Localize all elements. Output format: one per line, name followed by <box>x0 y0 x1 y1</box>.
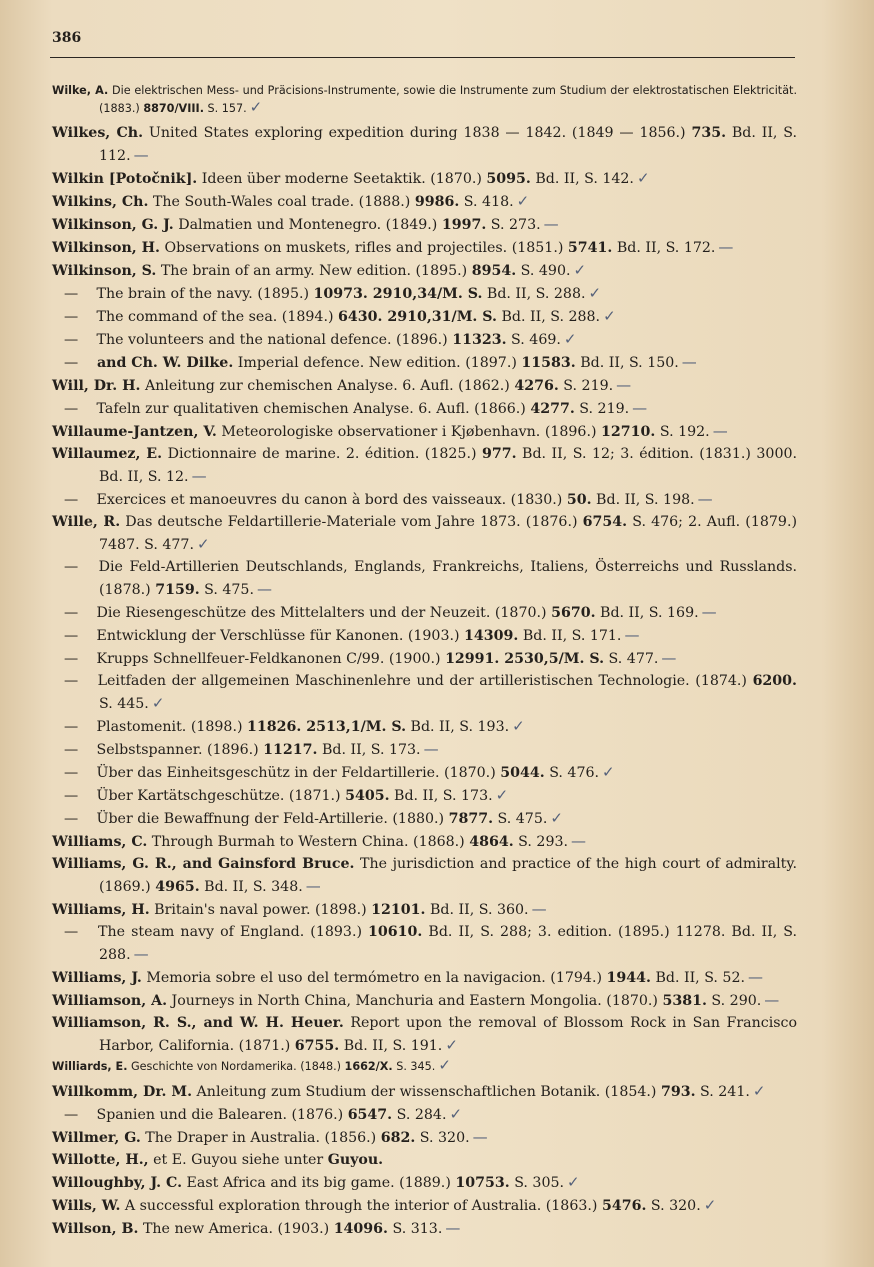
entry-reference: S. 490. <box>516 263 571 279</box>
entry-catalog-number: 10610. <box>368 924 423 940</box>
entry-title: Spanien und die Balearen. (1876.) <box>92 1107 348 1123</box>
entry-reference: S. 313. <box>388 1221 443 1237</box>
ditto-dash: — <box>64 765 79 781</box>
entry-catalog-number: 5095. <box>486 171 531 187</box>
entry-reference: Bd. II, S. 112. <box>99 125 798 164</box>
index-entry <box>64 601 797 624</box>
index-entry <box>52 82 797 117</box>
entry-title: Selbstspanner. (1896.) <box>92 742 264 758</box>
entry-catalog-number: 50. <box>566 492 592 508</box>
entry-author: Wille, R. <box>52 514 121 530</box>
index-entry <box>52 511 797 556</box>
index-entry <box>52 966 797 989</box>
handwritten-dash-icon: — <box>624 626 640 644</box>
entry-author: Wilke, A. <box>52 84 109 97</box>
entry-author: Will, Dr. H. <box>52 378 141 394</box>
index-entry <box>52 213 797 236</box>
handwritten-dash-icon: — <box>191 467 207 485</box>
ditto-dash: — <box>64 673 79 689</box>
index-entry <box>52 1126 797 1149</box>
handwritten-check-icon: ✓ <box>445 1036 458 1054</box>
index-entry <box>52 236 797 259</box>
entry-author: Willson, B. <box>52 1221 139 1237</box>
entry-reference: Bd. II, S. 150. <box>575 355 679 371</box>
index-entry <box>52 1194 797 1217</box>
index-entry <box>64 761 797 784</box>
entry-reference: Bd. II, S. 193. <box>406 719 510 735</box>
handwritten-check-icon: ✓ <box>603 307 616 325</box>
index-entry <box>52 1080 797 1103</box>
entry-author: Wills, W. <box>52 1198 121 1214</box>
entry-catalog-number: 5405. <box>345 788 390 804</box>
entry-title: Entwicklung der Verschlüsse für Kanonen. (1903.) <box>92 628 465 644</box>
index-entry <box>52 1012 798 1057</box>
entry-title: The steam navy of England. (1893.) <box>92 924 369 940</box>
entry-catalog-number: 8954. <box>471 263 517 279</box>
index-entry <box>52 374 797 397</box>
entry-title: Exercices et manoeuvres du canon à bord des vaisseaux. (1830.) <box>92 492 567 508</box>
index-entry <box>52 122 798 167</box>
index-entry <box>52 1171 797 1194</box>
handwritten-dash-icon: — <box>543 215 559 233</box>
entry-title: et E. Guyou siehe unter <box>148 1152 328 1168</box>
ditto-dash: — <box>64 742 79 758</box>
entry-catalog-number: 11826. 2513,1/M. S. <box>247 719 407 735</box>
entry-catalog-number: 10973. 2910,34/M. S. <box>313 286 483 302</box>
index-entry <box>64 624 797 647</box>
entry-reference: S. 469. <box>506 332 561 348</box>
handwritten-dash-icon: — <box>305 877 321 895</box>
entry-reference: S. 418. <box>459 194 514 210</box>
entry-catalog-number: 12710. <box>601 424 656 440</box>
entry-reference: S. 241. <box>695 1084 750 1100</box>
entry-reference: S. 293. <box>513 834 569 850</box>
handwritten-check-icon: ✓ <box>636 169 650 187</box>
entry-reference: Bd. II, S. 172. <box>612 240 716 256</box>
entry-reference: Bd. II, S. 288. <box>496 309 601 325</box>
index-entry <box>52 259 797 282</box>
entry-catalog-number: 11323. <box>452 332 507 348</box>
index-entry <box>64 670 797 715</box>
entry-title: Plastomenit. (1898.) <box>92 719 248 735</box>
handwritten-check-icon: ✓ <box>588 284 602 302</box>
handwritten-check-icon: ✓ <box>573 261 587 279</box>
entry-author: Williams, C. <box>52 834 148 850</box>
handwritten-dash-icon: — <box>616 376 632 394</box>
index-entry <box>64 351 797 374</box>
index-entry <box>52 989 797 1012</box>
entry-author: Wilkinson, G. J. <box>52 217 174 233</box>
entry-reference: Bd. II, S. 142. <box>530 171 634 187</box>
entry-title: The command of the sea. (1894.) <box>92 309 338 325</box>
entry-reference: S. 475. <box>199 582 254 598</box>
index-entry <box>64 556 797 601</box>
entry-catalog-number: Guyou. <box>327 1152 384 1168</box>
entry-title: Dalmatien und Montenegro. (1849.) <box>173 217 442 233</box>
entry-catalog-number: 1944. <box>606 970 651 986</box>
entry-reference: S. 476. <box>544 765 600 781</box>
entry-catalog-number: 682. <box>380 1130 416 1146</box>
ditto-dash: — <box>64 309 79 325</box>
ditto-dash: — <box>64 719 79 735</box>
entry-catalog-number: 9986. <box>414 194 460 210</box>
index-entry <box>52 853 797 898</box>
entry-catalog-number: 793. <box>660 1084 696 1100</box>
entry-catalog-number: 6547. <box>347 1107 393 1123</box>
index-entry <box>52 190 797 213</box>
entry-reference: S. 476; 2. Aufl. (1879.) 7487. S. 477. <box>99 514 797 553</box>
entry-reference: S. 290. <box>706 993 762 1009</box>
entry-reference: S. 320. <box>646 1198 701 1214</box>
ditto-dash: — <box>64 811 79 827</box>
entry-author: Willaume-Jantzen, V. <box>52 424 217 440</box>
entry-catalog-number: 735. <box>691 125 727 141</box>
ditto-dash: — <box>64 628 79 644</box>
index-entry <box>52 830 797 853</box>
ditto-dash: — <box>64 788 79 804</box>
handwritten-check-icon: ✓ <box>516 192 530 210</box>
entry-title: East Africa and its big game. (1889.) <box>182 1175 456 1191</box>
handwritten-check-icon: ✓ <box>495 786 509 804</box>
entry-title: Über Kartätschgeschütze. (1871.) <box>92 788 346 804</box>
handwritten-check-icon: ✓ <box>196 535 210 553</box>
handwritten-dash-icon: — <box>681 353 697 371</box>
entry-reference: S. 284. <box>392 1107 447 1123</box>
entry-title: Das deutsche Feldartillerie-Materiale vom Jahre 1873. (1876.) <box>120 514 583 530</box>
entry-title: Through Burmah to Western China. (1868.) <box>147 834 470 850</box>
handwritten-dash-icon: — <box>445 1219 461 1237</box>
entry-title: Über das Einheitsgeschütz in der Feldartillerie. (1870.) <box>92 765 501 781</box>
entry-reference: S. 219. <box>574 401 630 417</box>
index-entries <box>52 82 797 1240</box>
entry-reference: S. 320. <box>415 1130 470 1146</box>
handwritten-dash-icon: — <box>701 603 717 621</box>
handwritten-check-icon: ✓ <box>151 694 165 712</box>
entry-reference: S. 475. <box>493 811 548 827</box>
entry-title: A successful exploration through the interior of Australia. (1863.) <box>120 1198 602 1214</box>
index-entry <box>64 328 797 351</box>
entry-author: Willkomm, Dr. M. <box>52 1084 193 1100</box>
entry-author: Williams, J. <box>52 970 142 986</box>
handwritten-check-icon: ✓ <box>703 1196 717 1214</box>
entry-author: Willoughby, J. C. <box>52 1175 183 1191</box>
entry-catalog-number: 12101. <box>371 902 426 918</box>
handwritten-dash-icon: — <box>472 1128 488 1146</box>
entry-catalog-number: 977. <box>481 446 517 462</box>
handwritten-dash-icon: — <box>133 945 149 963</box>
entry-author: Williams, G. R., and Gainsford Bruce. <box>52 856 355 872</box>
handwritten-check-icon: ✓ <box>449 1105 463 1123</box>
entry-catalog-number: 5044. <box>500 765 545 781</box>
entry-catalog-number: 14096. <box>333 1221 388 1237</box>
ditto-dash: — <box>64 1107 79 1123</box>
entry-author: and Ch. W. Dilke. <box>92 355 234 371</box>
entry-title: The new America. (1903.) <box>138 1221 334 1237</box>
entry-catalog-number: 5381. <box>662 993 707 1009</box>
handwritten-check-icon: ✓ <box>567 1173 580 1191</box>
handwritten-check-icon: ✓ <box>438 1056 451 1074</box>
entry-title: Geschichte von Nordamerika. (1848.) <box>127 1060 345 1073</box>
entry-title: Britain's naval power. (1898.) <box>149 902 372 918</box>
entry-catalog-number: 4277. <box>530 401 575 417</box>
entry-title: Tafeln zur qualitativen chemischen Analyse. 6. Aufl. (1866.) <box>92 401 531 417</box>
entry-catalog-number: 1662/X. <box>344 1060 393 1073</box>
index-entry <box>52 1217 797 1240</box>
entry-reference: S. 345. <box>392 1060 436 1073</box>
entry-catalog-number: 10753. <box>455 1175 510 1191</box>
entry-author: Willmer, G. <box>52 1130 141 1146</box>
index-entry <box>64 1103 797 1126</box>
entry-reference: Bd. II, S. 52. <box>650 970 745 986</box>
handwritten-check-icon: ✓ <box>512 717 525 735</box>
entry-title: Imperial defence. New edition. (1897.) <box>233 355 522 371</box>
entry-title: Anleitung zur chemischen Analyse. 6. Aufl. (1862.) <box>140 378 515 394</box>
handwritten-dash-icon: — <box>697 490 713 508</box>
handwritten-dash-icon: — <box>256 580 272 598</box>
ditto-dash: — <box>64 924 79 940</box>
entry-title: Die Riesengeschütze des Mittelalters und der Neuzeit. (1870.) <box>92 605 552 621</box>
index-entry <box>64 647 797 670</box>
entry-reference: Bd. II, S. 198. <box>591 492 695 508</box>
entry-author: Wilkinson, H. <box>52 240 160 256</box>
entry-catalog-number: 5741. <box>567 240 613 256</box>
handwritten-check-icon: ✓ <box>602 763 615 781</box>
entry-author: Williamson, A. <box>52 993 168 1009</box>
entry-title: The jurisdiction and practice of the high court of admiralty. (1869.) <box>99 856 797 895</box>
entry-title: The South-Wales coal trade. (1888.) <box>148 194 415 210</box>
entry-catalog-number: 12991. 2530,5/M. S. <box>445 651 605 667</box>
entry-title: Dictionnaire de marine. 2. édition. (1825.) <box>162 446 482 462</box>
index-entry <box>64 282 797 305</box>
ditto-dash: — <box>64 401 79 417</box>
index-entry <box>64 397 797 420</box>
entry-reference: S. 192. <box>655 424 710 440</box>
entry-author: Willaumez, E. <box>52 446 163 462</box>
index-entry <box>52 1149 797 1171</box>
entry-catalog-number: 7877. <box>448 811 494 827</box>
entry-reference: Bd. II, S. 173. <box>317 742 421 758</box>
entry-title: Journeys in North China, Manchuria and Eastern Mongolia. (1870.) <box>167 993 663 1009</box>
entry-title: The brain of the navy. (1895.) <box>92 286 314 302</box>
entry-title: Über die Bewaffnung der Feld-Artillerie. (1880.) <box>92 811 449 827</box>
entry-reference: S. 273. <box>486 217 541 233</box>
entry-catalog-number: 7159. <box>155 582 200 598</box>
ditto-dash: — <box>64 605 79 621</box>
ditto-dash: — <box>64 492 79 508</box>
handwritten-dash-icon: — <box>531 900 547 918</box>
entry-reference: S. 477. <box>604 651 659 667</box>
handwritten-dash-icon: — <box>133 146 149 164</box>
handwritten-check-icon: ✓ <box>752 1082 766 1100</box>
entry-author: Wilkinson, S. <box>52 263 157 279</box>
entry-catalog-number: 6755. <box>294 1038 340 1054</box>
entry-reference: Bd. II, S. 191. <box>339 1038 443 1054</box>
index-entry <box>52 1056 797 1075</box>
entry-title: Leitfaden der allgemeinen Maschinenlehre und der artilleristischen Technologie. (1874.) <box>92 673 753 689</box>
handwritten-dash-icon: — <box>764 991 780 1009</box>
entry-author: Wilkes, Ch. <box>52 125 144 141</box>
entry-catalog-number: 4965. <box>155 879 200 895</box>
entry-catalog-number: 5670. <box>551 605 596 621</box>
entry-catalog-number: 6754. <box>582 514 628 530</box>
entry-author: Williamson, R. S., and W. H. Heuer. <box>52 1015 344 1031</box>
entry-reference: S. 305. <box>509 1175 565 1191</box>
entry-catalog-number: 8870/VIII. <box>143 102 204 115</box>
handwritten-dash-icon: — <box>423 740 439 758</box>
entry-reference: Bd. II, S. 348. <box>199 879 303 895</box>
index-entry <box>64 784 797 807</box>
page-number: 386 <box>52 30 82 46</box>
ditto-dash: — <box>64 651 79 667</box>
handwritten-dash-icon: — <box>718 238 734 256</box>
index-entry <box>64 738 797 761</box>
entry-title: Krupps Schnellfeuer-Feldkanonen C/99. (1900.) <box>92 651 446 667</box>
entry-title: Observations on muskets, rifles and projectiles. (1851.) <box>160 240 568 256</box>
index-entry <box>52 167 797 190</box>
handwritten-check-icon: ✓ <box>249 98 263 116</box>
index-entry <box>64 488 797 511</box>
handwritten-dash-icon: — <box>661 649 677 667</box>
index-entry <box>64 921 797 966</box>
entry-reference: Bd. II, S. 169. <box>595 605 699 621</box>
entry-reference: Bd. II, S. 288. <box>482 286 586 302</box>
ditto-dash: — <box>64 332 79 348</box>
entry-title: United States exploring expedition during 1838 — 1842. (1849 — 1856.) <box>143 125 692 141</box>
handwritten-check-icon: ✓ <box>563 330 577 348</box>
index-entry <box>52 420 797 443</box>
entry-title: The brain of an army. New edition. (1895.) <box>156 263 472 279</box>
index-entry <box>64 807 797 830</box>
entry-reference: Bd. II, S. 173. <box>389 788 493 804</box>
entry-title: The Draper in Australia. (1856.) <box>140 1130 381 1146</box>
header-rule <box>50 57 795 58</box>
entry-catalog-number: 11217. <box>263 742 318 758</box>
entry-author: Willotte, H., <box>52 1152 149 1168</box>
entry-author: Williams, H. <box>52 902 150 918</box>
entry-author: Wilkin [Potočnik]. <box>52 171 198 187</box>
index-entry <box>64 715 797 738</box>
entry-reference: Bd. II, S. 288; 3. edition. (1895.) 11278. Bd. II, S. 288. <box>99 924 797 963</box>
handwritten-check-icon: ✓ <box>550 809 563 827</box>
handwritten-dash-icon: — <box>748 968 763 986</box>
entry-author: Wilkins, Ch. <box>52 194 149 210</box>
entry-title: Meteorologiske observationer i Kjøbenhavn. (1896.) <box>216 424 602 440</box>
entry-catalog-number: 6200. <box>752 673 797 689</box>
entry-reference: S. 157. <box>203 102 247 115</box>
entry-catalog-number: 14309. <box>464 628 519 644</box>
entry-reference: S. 219. <box>558 378 614 394</box>
ditto-dash: — <box>64 355 79 371</box>
entry-title: Report upon the removal of Blossom Rock in San Francisco Harbor, California. (1871.) <box>99 1015 798 1054</box>
entry-catalog-number: 5476. <box>601 1198 647 1214</box>
index-entry <box>64 305 797 328</box>
entry-reference: Bd. II, S. 171. <box>518 628 622 644</box>
entry-reference: Bd. II, S. 360. <box>425 902 529 918</box>
entry-title: Die elektrischen Mess- und Präcisions-Instrumente, sowie die Instrumente zum Studium der elektrostatischen Elektricität. (1883.) <box>99 84 797 115</box>
entry-title: The volunteers and the national defence. (1896.) <box>92 332 453 348</box>
index-entry <box>52 898 797 921</box>
entry-title: Anleitung zum Studium der wissenschaftlichen Botanik. (1854.) <box>192 1084 661 1100</box>
entry-title: Die Feld-Artillerien Deutschlands, Englands, Frankreichs, Italiens, Österreichs und Russlands. (1878.) <box>92 559 797 598</box>
handwritten-dash-icon: — <box>712 422 728 440</box>
ditto-dash: — <box>64 559 79 575</box>
entry-title: Memoria sobre el uso del termómetro en la navigacion. (1794.) <box>141 970 607 986</box>
index-entry <box>52 443 798 488</box>
entry-reference: Bd. II, S. 12; 3. édition. (1831.) 3000. Bd. II, S. 12. <box>99 446 798 485</box>
entry-catalog-number: 6430. 2910,31/M. S. <box>338 309 497 325</box>
entry-catalog-number: 1997. <box>441 217 487 233</box>
entry-catalog-number: 4864. <box>469 834 514 850</box>
entry-reference: S. 445. <box>99 696 149 712</box>
entry-title: Ideen über moderne Seetaktik. (1870.) <box>197 171 487 187</box>
entry-catalog-number: 4276. <box>514 378 559 394</box>
handwritten-dash-icon: — <box>571 832 587 850</box>
entry-catalog-number: 11583. <box>521 355 576 371</box>
handwritten-dash-icon: — <box>632 399 648 417</box>
ditto-dash: — <box>64 286 79 302</box>
entry-author: Williards, E. <box>52 1060 128 1073</box>
